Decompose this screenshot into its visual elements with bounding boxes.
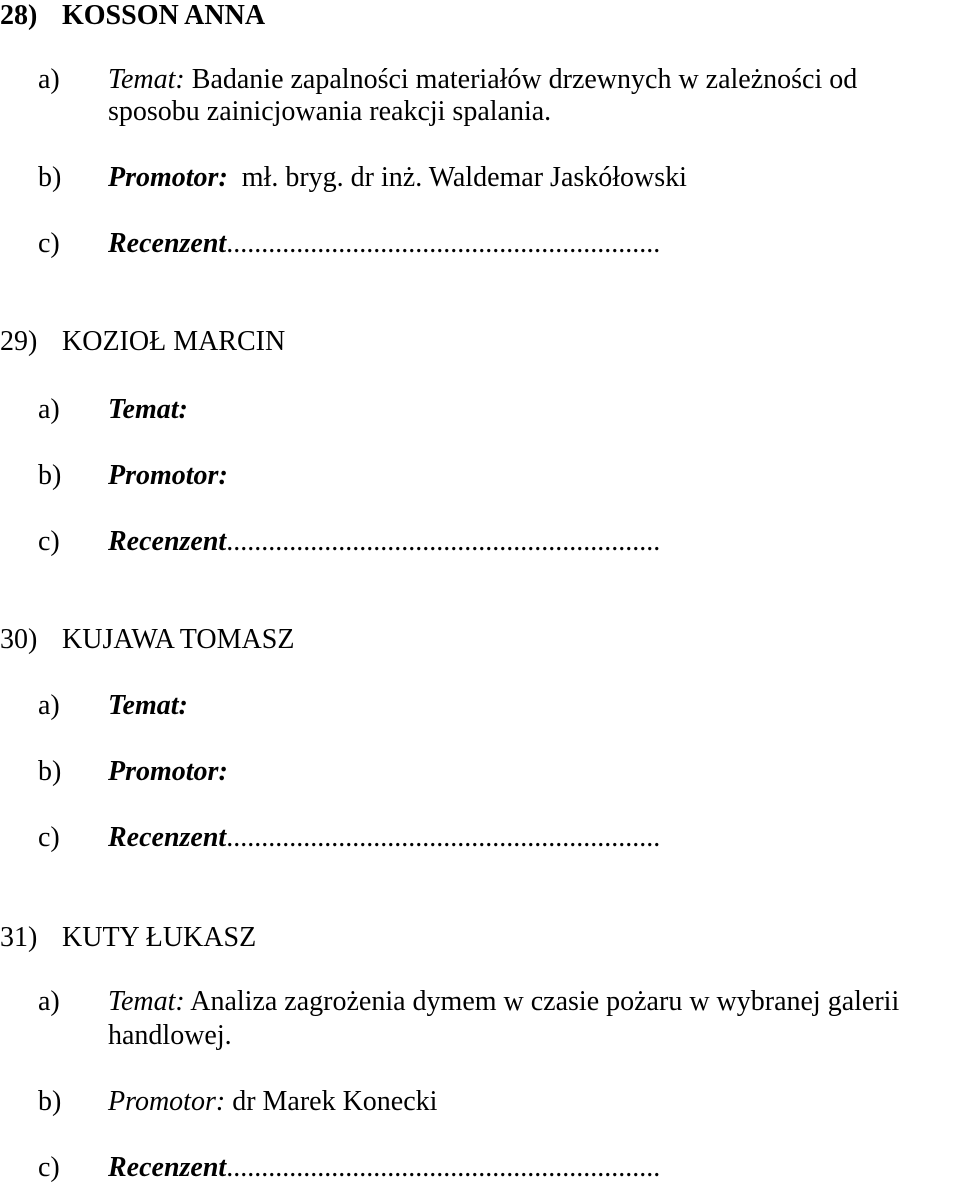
item-letter: c) bbox=[38, 822, 60, 853]
topic-label: Temat: bbox=[108, 986, 185, 1017]
topic-value-continued: sposobu zainicjowania reakcji spalania. bbox=[108, 96, 552, 127]
item-letter: b) bbox=[38, 460, 62, 491]
topic-text bbox=[108, 64, 857, 96]
item-letter: b) bbox=[38, 756, 62, 787]
item-letter: c) bbox=[38, 1152, 60, 1183]
item-letter: c) bbox=[38, 228, 60, 259]
entry-number: 31) bbox=[0, 922, 38, 953]
topic-text bbox=[108, 394, 188, 426]
reviewer-label: Recenzent bbox=[108, 526, 227, 557]
reviewer-text bbox=[108, 1152, 660, 1184]
topic-label: Temat: bbox=[108, 64, 185, 95]
item-letter: a) bbox=[38, 394, 60, 425]
entry-number: 29) bbox=[0, 326, 38, 357]
reviewer-text bbox=[108, 526, 660, 558]
reviewer-dots: .............................................................. bbox=[226, 822, 661, 853]
topic-label: Temat: bbox=[108, 394, 188, 425]
topic-label: Temat: bbox=[108, 690, 188, 721]
promoter-text bbox=[108, 162, 687, 194]
reviewer-dots: .............................................................. bbox=[226, 1152, 661, 1183]
promoter-text bbox=[108, 460, 228, 492]
student-name: KUTY ŁUKASZ bbox=[62, 922, 257, 953]
promoter-label: Promotor: bbox=[108, 756, 228, 787]
reviewer-dots: .............................................................. bbox=[226, 526, 661, 557]
reviewer-text bbox=[108, 228, 660, 260]
topic-value: Badanie zapalności materiałów drzewnych w zależności od bbox=[191, 64, 858, 95]
item-letter: a) bbox=[38, 690, 60, 721]
reviewer-label: Recenzent bbox=[108, 822, 227, 853]
promoter-value: mł. bryg. dr inż. Waldemar Jaskółowski bbox=[241, 162, 687, 193]
promoter-label: Promotor: bbox=[108, 1086, 226, 1117]
promoter-label: Promotor: bbox=[108, 460, 228, 491]
student-name: KUJAWA TOMASZ bbox=[62, 624, 295, 655]
reviewer-label: Recenzent bbox=[108, 228, 227, 259]
item-letter: b) bbox=[38, 1086, 62, 1117]
item-letter: b) bbox=[38, 162, 62, 193]
reviewer-label: Recenzent bbox=[108, 1152, 227, 1183]
promoter-text bbox=[108, 1086, 437, 1118]
item-letter: c) bbox=[38, 526, 60, 557]
reviewer-dots: .............................................................. bbox=[226, 228, 661, 259]
promoter-text bbox=[108, 756, 228, 788]
promoter-value: dr Marek Konecki bbox=[232, 1086, 438, 1117]
entry-number: 28) bbox=[0, 0, 38, 31]
reviewer-text bbox=[108, 822, 660, 854]
entry-number: 30) bbox=[0, 624, 38, 655]
topic-text bbox=[108, 986, 899, 1018]
topic-value: Analiza zagrożenia dymem w czasie pożaru w wybranej galerii bbox=[190, 986, 900, 1017]
topic-text bbox=[108, 690, 188, 722]
student-name: KOSSON ANNA bbox=[62, 0, 266, 31]
promoter-label: Promotor: bbox=[108, 162, 228, 193]
student-name: KOZIOŁ MARCIN bbox=[62, 326, 286, 357]
topic-value-continued: handlowej. bbox=[108, 1020, 232, 1051]
item-letter: a) bbox=[38, 986, 60, 1017]
item-letter: a) bbox=[38, 64, 60, 95]
